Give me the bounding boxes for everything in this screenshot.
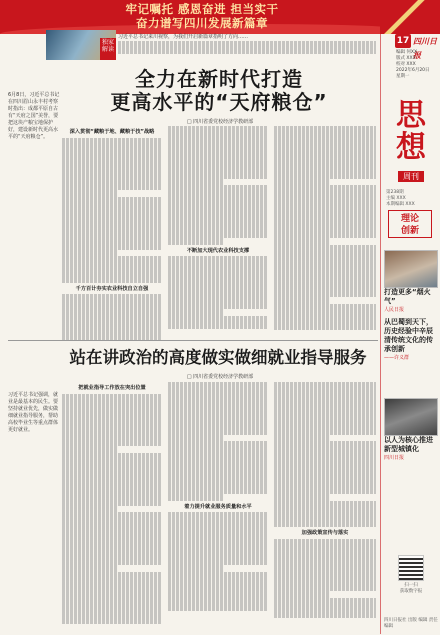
text-line (62, 572, 162, 579)
text-line (62, 605, 162, 612)
text-line (168, 591, 268, 598)
text-line (274, 494, 330, 501)
paper-logo: 四川日报 (413, 36, 437, 60)
text-line (168, 218, 268, 225)
text-line (62, 171, 162, 178)
text-line (62, 144, 162, 151)
lower-headline: 站在讲政治的高度做实做细就业指导服务 (69, 348, 367, 367)
text-line (168, 256, 268, 263)
text-line (274, 428, 376, 435)
text-line (62, 598, 162, 605)
text-line (62, 493, 162, 500)
text-line (168, 232, 268, 239)
text-line (62, 552, 162, 559)
info-line: 版式 XXX (396, 56, 416, 61)
text-line (118, 41, 376, 48)
text-line (62, 499, 162, 506)
upper-byline: □ 四川省委党校经济学教研部 (186, 119, 254, 125)
text-line (62, 486, 162, 493)
meta-line: 本期编辑 XXX (386, 202, 415, 207)
section-heading: 着力提升就业服务质量和水平 (184, 503, 252, 510)
text-line (62, 294, 162, 301)
text-block (274, 539, 376, 618)
upper-intro: 6月8日，习近平总书记在四川眉山永丰村考察时指出：成都平原自古有“天府之国”美誉，要把这块产粮宝地保护好，建设新时代更高水平的“天府粮仓”。 (8, 92, 60, 140)
text-line (274, 133, 376, 140)
text-line (274, 565, 376, 572)
lower-intro: 习近平总书记强调，就业是最基本的民生。要坚持就业优先，做实做细就业指导服务，帮助高校毕业生等重点群体更好就业。 (8, 392, 59, 433)
text-line (168, 309, 223, 316)
text-line (168, 146, 268, 153)
text-block (62, 394, 162, 625)
text-line (62, 473, 162, 480)
banner-slogan (92, 2, 312, 30)
text-line (274, 481, 376, 488)
text-block (168, 256, 268, 329)
text-line (168, 474, 268, 481)
text-line (274, 271, 376, 278)
upper-headline-line-1: 全力在新时代打造 (135, 67, 303, 91)
text-line (274, 179, 330, 186)
text-line (168, 461, 268, 468)
text-line (168, 539, 268, 546)
text-line (168, 302, 268, 309)
text-line (274, 468, 376, 475)
section-heading: 深入贯彻“藏粮于地、藏粮于技”战略 (69, 129, 155, 135)
text-line (62, 230, 162, 237)
text-line (168, 408, 268, 415)
text-line (274, 611, 376, 618)
text-line (118, 48, 376, 55)
page-number: 17 (396, 36, 410, 46)
text-line (168, 415, 268, 422)
text-line (62, 204, 162, 211)
text-line (62, 210, 162, 217)
text-line (62, 301, 162, 308)
text-line (274, 317, 376, 324)
text-line (274, 166, 376, 173)
text-line (62, 611, 162, 618)
text-line (274, 514, 376, 521)
text-line (274, 304, 376, 311)
text-line (274, 199, 376, 206)
lower-col-3 (274, 382, 376, 618)
text-line (274, 605, 376, 612)
text-line (274, 448, 376, 455)
lower-col-1 (62, 382, 162, 624)
side-article-title: 打造更多“烟火气” (384, 288, 431, 305)
text-line (274, 488, 376, 495)
text-line (168, 172, 268, 179)
text-line (62, 413, 162, 420)
text-line (168, 296, 268, 303)
text-line (62, 407, 162, 414)
info-line: 2022年6月20日 (396, 68, 430, 73)
text-line (62, 307, 162, 314)
text-line (274, 422, 376, 429)
text-line (274, 245, 376, 252)
text-line (274, 311, 376, 318)
text-line (168, 598, 268, 605)
lead-paragraph (118, 34, 376, 54)
qr-block[interactable] (384, 555, 438, 595)
text-line (62, 157, 162, 164)
text-line (274, 382, 376, 389)
text-line (274, 297, 330, 304)
text-line (62, 618, 162, 625)
text-line (274, 139, 376, 146)
section-heading: 不断加大现代农业科技支撑 (186, 247, 250, 254)
text-line (168, 133, 268, 140)
text-line (274, 284, 376, 291)
text-line (274, 474, 376, 481)
text-line (168, 468, 268, 475)
text-line (274, 552, 376, 559)
text-line (168, 139, 268, 146)
section-subtitle: 周刊 (398, 171, 424, 182)
text-line (274, 126, 376, 133)
text-line (274, 152, 376, 159)
text-line (168, 572, 268, 579)
text-line (168, 152, 268, 159)
info-line: 星期一 (396, 74, 410, 79)
text-line (168, 179, 223, 186)
info-line: 校对 XXX (396, 62, 416, 67)
text-line (274, 395, 376, 402)
text-line (168, 126, 268, 133)
text-line (168, 192, 268, 199)
text-line (62, 269, 162, 276)
text-line (274, 389, 376, 396)
section-divider (8, 340, 378, 341)
text-line (62, 460, 162, 467)
text-line (274, 146, 376, 153)
text-line (62, 138, 162, 145)
text-line (168, 283, 268, 290)
section-heading: 千方百计夯实农业科技自立自强 (75, 285, 149, 292)
text-line (274, 507, 376, 514)
side-article-3[interactable] (384, 398, 438, 462)
text-line (168, 512, 268, 519)
text-line (274, 545, 376, 552)
text-line (168, 494, 223, 501)
text-line (274, 441, 376, 448)
text-line (274, 539, 376, 546)
text-line (168, 481, 268, 488)
text-line (62, 151, 162, 158)
lower-byline: □ 四川省委党校经济学教研部 (186, 374, 254, 380)
column-tag: 独家解读 (100, 38, 116, 60)
text-line (62, 177, 162, 184)
text-line (62, 591, 162, 598)
text-line (168, 585, 268, 592)
side-article-2[interactable] (384, 318, 438, 362)
text-line (168, 428, 268, 435)
text-line (274, 232, 376, 239)
text-line (62, 250, 117, 257)
text-line (274, 324, 376, 331)
text-line (62, 400, 162, 407)
text-line (168, 395, 268, 402)
text-line (62, 184, 162, 191)
text-line (168, 289, 268, 296)
text-line (168, 519, 268, 526)
text-line (62, 578, 162, 585)
text-line (168, 435, 223, 442)
text-line (274, 578, 376, 585)
text-line (168, 159, 268, 166)
text-line (274, 558, 376, 565)
text-line (168, 525, 268, 532)
upper-headline (60, 68, 378, 114)
text-line (62, 585, 162, 592)
upper-col-1 (62, 126, 162, 340)
sidebar-divider (380, 34, 381, 634)
section-heading: 加强政策宣传与落实 (301, 530, 349, 537)
text-line (62, 512, 162, 519)
top-banner (0, 0, 440, 34)
info-line: 编辑 何XX (396, 50, 418, 55)
text-line (62, 453, 162, 460)
text-block (62, 138, 162, 283)
text-line (274, 185, 376, 192)
text-line (62, 237, 162, 244)
banner-line-1: 牢记嘱托 感恩奋进 担当实干 (125, 2, 279, 16)
side-article-author: ——许义群 (384, 355, 410, 361)
side-article-1[interactable] (384, 250, 438, 314)
text-line (62, 525, 162, 532)
text-line (168, 455, 268, 462)
text-line (62, 164, 162, 171)
text-line (62, 327, 162, 334)
text-line (168, 448, 268, 455)
text-line (274, 402, 376, 409)
side-article-title: 以人为核心推进新型城镇化 (384, 436, 433, 453)
banner-ribbon (380, 0, 440, 34)
text-line (62, 197, 162, 204)
text-line (62, 479, 162, 486)
side-article-author: 人民日报 (384, 307, 405, 313)
text-line (168, 422, 268, 429)
text-line (62, 565, 117, 572)
text-line (62, 532, 162, 539)
text-line (274, 205, 376, 212)
text-block (168, 382, 268, 501)
text-block (168, 512, 268, 611)
text-line (274, 585, 376, 592)
text-line (274, 520, 376, 527)
text-line (168, 185, 268, 192)
text-line (168, 565, 223, 572)
text-line (168, 552, 268, 559)
text-line (62, 321, 162, 328)
text-line (168, 276, 268, 283)
text-line (168, 205, 268, 212)
text-line (274, 225, 376, 232)
text-line (274, 291, 376, 298)
text-line (62, 466, 162, 473)
qr-code-icon[interactable] (398, 555, 424, 581)
text-line (168, 488, 268, 495)
text-line (168, 238, 223, 245)
text-line (274, 501, 376, 508)
meta-line: 第238期 (386, 190, 404, 195)
section-heading: 把就业指导工作放在突出位置 (78, 385, 146, 391)
text-line (274, 192, 376, 199)
text-line (62, 427, 162, 434)
side-article-title: 从巴蜀到天下，历史经验中辛辰清传统文化的传承创新 (384, 318, 433, 353)
text-line (274, 258, 376, 265)
text-line (62, 539, 162, 546)
text-line (62, 263, 162, 270)
text-line (168, 578, 268, 585)
text-line (274, 159, 376, 166)
theory-badge: 理论 创新 (388, 210, 432, 238)
section-title: 思想 (396, 98, 426, 165)
text-block (62, 294, 162, 340)
text-line (168, 558, 268, 565)
text-line (274, 172, 376, 179)
section-header (384, 100, 438, 183)
text-line (274, 415, 376, 422)
text-line (274, 591, 330, 598)
text-line (274, 461, 376, 468)
text-line (274, 238, 330, 245)
section-meta (386, 190, 438, 208)
text-line (168, 545, 268, 552)
text-line (62, 420, 162, 427)
text-line (168, 605, 268, 612)
text-line (168, 322, 268, 329)
meta-line: 主编 XXX (386, 196, 406, 201)
text-line (168, 316, 268, 323)
text-line (168, 269, 268, 276)
text-line (62, 256, 162, 263)
text-block (274, 126, 376, 330)
upper-col-3 (274, 126, 376, 330)
text-line (62, 446, 117, 453)
side-photo (384, 250, 438, 288)
text-line (62, 276, 162, 283)
text-line (62, 433, 162, 440)
lower-col-2 (168, 382, 268, 611)
text-line (62, 217, 162, 224)
side-photo (384, 398, 438, 436)
text-line (62, 243, 162, 250)
text-line (168, 389, 268, 396)
text-line (62, 190, 117, 197)
text-line (62, 314, 162, 321)
text-line (168, 225, 268, 232)
text-line (274, 572, 376, 579)
text-line (62, 440, 162, 447)
text-block (274, 382, 376, 527)
text-line (274, 218, 376, 225)
text-line (274, 408, 376, 415)
text-line (274, 455, 376, 462)
text-block (168, 126, 268, 245)
text-line (168, 212, 268, 219)
text-line (168, 382, 268, 389)
text-line (274, 278, 376, 285)
text-line (168, 441, 268, 448)
text-line (274, 212, 376, 219)
text-line (168, 402, 268, 409)
text-line (62, 394, 162, 401)
qr-note: 扫一扫 获取数字报 (399, 583, 423, 594)
text-line (62, 545, 162, 552)
text-line (274, 598, 376, 605)
text-line (168, 166, 268, 173)
banner-line-2: 奋力谱写四川发展新篇章 (136, 16, 268, 30)
text-line (62, 519, 162, 526)
text-line (62, 506, 117, 513)
text-line (274, 251, 376, 258)
upper-col-2 (168, 126, 268, 329)
text-line (274, 435, 330, 442)
page-footer: 四川日报社 出版 编辑 责任编辑 (384, 618, 438, 629)
masthead-info (396, 50, 440, 80)
text-line (62, 558, 162, 565)
text-line (168, 199, 268, 206)
upper-headline-line-2: 更高水平的“天府粮仓” (110, 90, 328, 114)
side-article-author: 四川日报 (384, 455, 405, 461)
text-line (62, 223, 162, 230)
text-line (168, 263, 268, 270)
lead-text: 习近平总书记来川视察，为我们开启新篇章指明了方向…… (118, 34, 249, 40)
text-line (168, 532, 268, 539)
text-line (274, 264, 376, 271)
